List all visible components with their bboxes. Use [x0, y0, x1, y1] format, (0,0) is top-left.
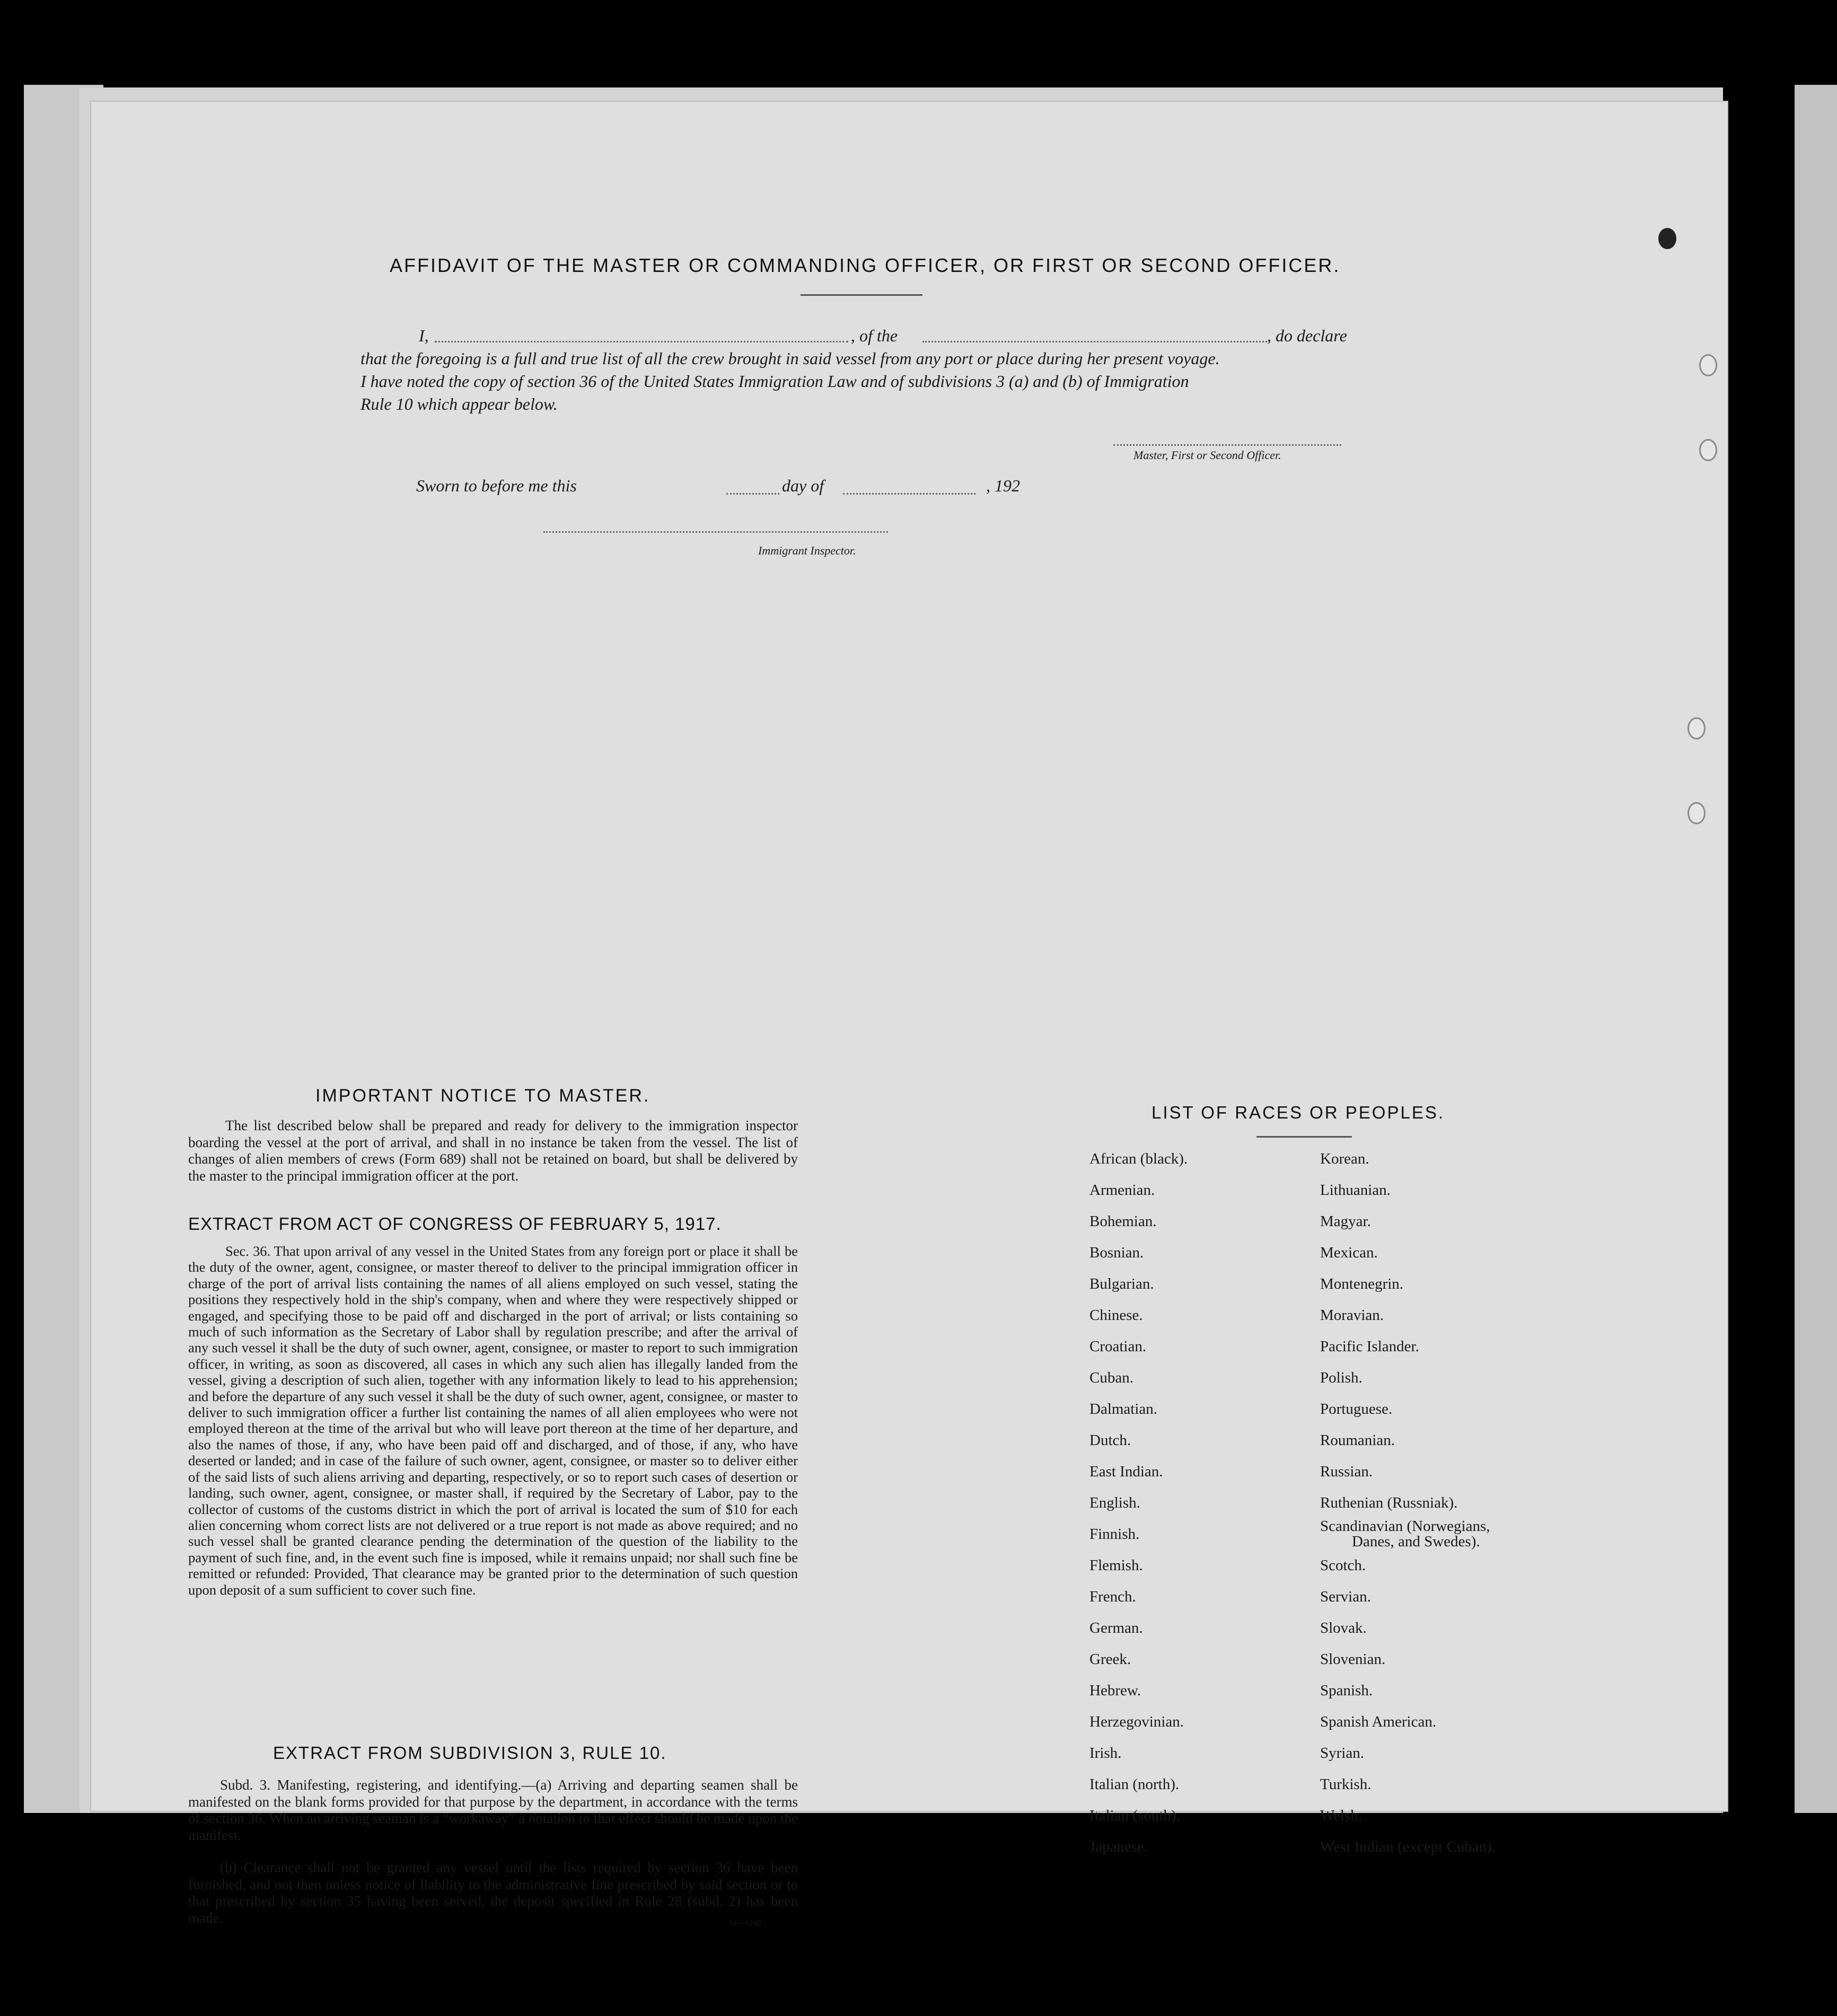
race-item: Moravian.: [1320, 1307, 1384, 1324]
race-item: Pacific Islander.: [1320, 1338, 1419, 1355]
master-signature-label: Master, First or Second Officer.: [1133, 448, 1281, 462]
races-divider: [1256, 1136, 1352, 1138]
races-right-column: [1320, 1143, 1496, 1863]
notice-text: The list described below shall be prepared and ready for delivery to the immigration inspector boarding the vessel at the port of arrival, and shall in no instance be taken from the vessel. The list of changes of alien members of crews (Form 689) shall not be retained on board, but shall be delivered by the master to the principal immigration officer at the port.: [188, 1117, 798, 1184]
inspector-signature-line: [543, 531, 888, 533]
rule-title: EXTRACT FROM SUBDIVISION 3, RULE 10.: [273, 1743, 667, 1763]
races-left-column: [1089, 1143, 1188, 1863]
race-item: Italian (south).: [1089, 1807, 1180, 1824]
race-item: Portuguese.: [1320, 1401, 1393, 1418]
race-item: Spanish.: [1320, 1682, 1373, 1699]
race-item: Scotch.: [1320, 1557, 1366, 1574]
race-item: Servian.: [1320, 1588, 1371, 1605]
race-item: Russian.: [1320, 1463, 1373, 1480]
affidavit-title: AFFIDAVIT OF THE MASTER OR COMMANDING OFFICER, OR FIRST OR SECOND OFFICER.: [390, 254, 1341, 276]
punch-hole: [1687, 802, 1706, 824]
day-blank: [726, 493, 779, 495]
affidavit-line1-end: , do declare: [1267, 326, 1347, 345]
race-item: Irish.: [1089, 1745, 1122, 1762]
punch-hole: [1699, 354, 1717, 376]
rule-text-b: (b) Clearance shall not be granted any vessel until the lists required by section 36 have been furnished, and not then unless notice of liability to the administrative fine prescribed by said section or to that prescribed by section 35 having been served, the deposit specified in Rule 28 (subd. 2) has been made.: [188, 1860, 798, 1926]
race-item: East Indian.: [1089, 1463, 1163, 1480]
notice-title: IMPORTANT NOTICE TO MASTER.: [315, 1086, 651, 1106]
act-title: EXTRACT FROM ACT OF CONGRESS OF FEBRUARY 5, 1917.: [188, 1214, 722, 1234]
punch-hole: [1699, 439, 1717, 461]
race-item: Croatian.: [1089, 1338, 1147, 1355]
race-item: Bohemian.: [1089, 1213, 1157, 1230]
form-number: 14—1240: [729, 1919, 761, 1927]
month-blank: [843, 493, 975, 495]
affidavit-line2: that the foregoing is a full and true list of all the crew brought in said vessel from any port or place during her present voyage.: [361, 349, 1220, 368]
races-title: LIST OF RACES OR PEOPLES.: [1152, 1103, 1445, 1122]
race-item: Slovak.: [1320, 1619, 1367, 1636]
year-text: , 192: [986, 476, 1020, 495]
race-item: English.: [1089, 1494, 1140, 1511]
race-item: Italian (north).: [1089, 1776, 1180, 1793]
day-of-text: day of: [782, 476, 824, 495]
name-blank: [435, 341, 848, 342]
race-item: Bulgarian.: [1089, 1275, 1154, 1292]
race-item: Welsh.: [1320, 1807, 1363, 1824]
race-item: Polish.: [1320, 1369, 1363, 1386]
affidavit-line1-mid: , of the: [851, 326, 898, 345]
race-item: Scandinavian (Norwegians, Danes, and Swedes).: [1320, 1518, 1490, 1550]
race-item: Syrian.: [1320, 1745, 1364, 1762]
race-item: Dalmatian.: [1089, 1401, 1158, 1418]
race-item: Bosnian.: [1089, 1244, 1144, 1261]
race-item: Hebrew.: [1089, 1682, 1141, 1699]
act-text: Sec. 36. That upon arrival of any vessel in the United States from any foreign port or place it shall be the duty of the owner, agent, consignee, or master thereof to deliver to the principal immigration officer in charge of the port of arrival lists containing the names of all aliens employed on such vessel, stating the positions they respectively hold in the ship's company, when and where they were respectively shipped or engaged, and specifying those to be paid off and discharged in the port of arrival; or lists containing so much of such information as the Secretary of Labor shall by regulation prescribe; and after the arrival of any such vessel it shall be the duty of such owner, agent, consignee, or master to report to such immigration officer, in writing, as soon as discovered, all cases in which any such alien has illegally landed from the vessel, giving a description of such alien, together with any information likely to lead to his apprehension; and before the departure of any such vessel it shall be the duty of such owner, agent, consignee, or master to deliver to such immigration officer a further list containing the names of all alien employees who were not employed thereon at the time of the arrival but who will leave port thereon at the time of her departure, and also the names of those, if any, who have been paid off and discharged, and of those, if any, who have deserted or landed; and in case of the failure of such owner, agent, consignee, or master so to deliver either of the said lists of such aliens arriving and departing, respectively, or so to report such cases of desertion or landing, such owner, agent, consignee, or master shall, if required by the Secretary of Labor, pay to the collector of customs of the customs district in which the port of arrival is located the sum of $10 for each alien concerning whom correct lists are not delivered or a true report is not made as above required; and no such vessel shall be granted clearance pending the determination of the question of the liability to the payment of such fine, and, in the event such fine is imposed, while it remains unpaid; nor shall such fine be remitted or refunded: Provided, That clearance may be granted prior to the determination of such question upon deposit of a sum sufficient to cover such fine.: [188, 1243, 798, 1598]
affidavit-line1-start: I,: [419, 326, 429, 345]
race-item: Montenegrin.: [1320, 1275, 1404, 1292]
sworn-text: Sworn to before me this: [416, 476, 577, 495]
binding-hole: [1658, 228, 1676, 249]
race-item: Turkish.: [1320, 1776, 1372, 1793]
vessel-blank: [922, 341, 1267, 342]
affidavit-line3: I have noted the copy of section 36 of the United States Immigration Law and of subdivisions 3 (a) and (b) of Immigration: [361, 372, 1189, 391]
inspector-label: Immigrant Inspector.: [758, 544, 856, 557]
race-item: Spanish American.: [1320, 1713, 1437, 1730]
master-signature-line: [1113, 444, 1341, 446]
race-item: Greek.: [1089, 1651, 1131, 1668]
title-divider: [801, 294, 922, 296]
race-item: African (black).: [1089, 1150, 1188, 1167]
race-item: Korean.: [1320, 1150, 1369, 1167]
race-item: French.: [1089, 1588, 1136, 1605]
race-item: Dutch.: [1089, 1432, 1131, 1449]
race-item: Flemish.: [1089, 1557, 1143, 1574]
adjacent-frame-right: [1795, 85, 1837, 1813]
race-item: Herzegovinian.: [1089, 1713, 1184, 1730]
race-item: Chinese.: [1089, 1307, 1143, 1324]
race-item: Armenian.: [1089, 1182, 1155, 1199]
punch-hole: [1687, 717, 1706, 740]
rule-text-a: Subd. 3. Manifesting, registering, and identifying.—(a) Arriving and departing seamen shall be manifested on the blank forms provided for that purpose by the department, in accordance with the terms of section 36. When an arriving seaman is a “workaway” a notation to that effect should be made upon the manifest.: [188, 1777, 798, 1843]
race-item: Roumanian.: [1320, 1432, 1395, 1449]
race-item: Japanese.: [1089, 1838, 1148, 1855]
race-item: Magyar.: [1320, 1213, 1371, 1230]
race-item: Lithuanian.: [1320, 1182, 1391, 1199]
race-item: Slovenian.: [1320, 1651, 1386, 1668]
race-item: Cuban.: [1089, 1369, 1133, 1386]
affidavit-line4: Rule 10 which appear below.: [361, 394, 558, 413]
race-item: West Indian (except Cuban).: [1320, 1838, 1496, 1855]
race-item: Finnish.: [1089, 1526, 1140, 1543]
race-item: Ruthenian (Russniak).: [1320, 1494, 1458, 1511]
race-item: Mexican.: [1320, 1244, 1378, 1261]
race-item: German.: [1089, 1619, 1143, 1636]
